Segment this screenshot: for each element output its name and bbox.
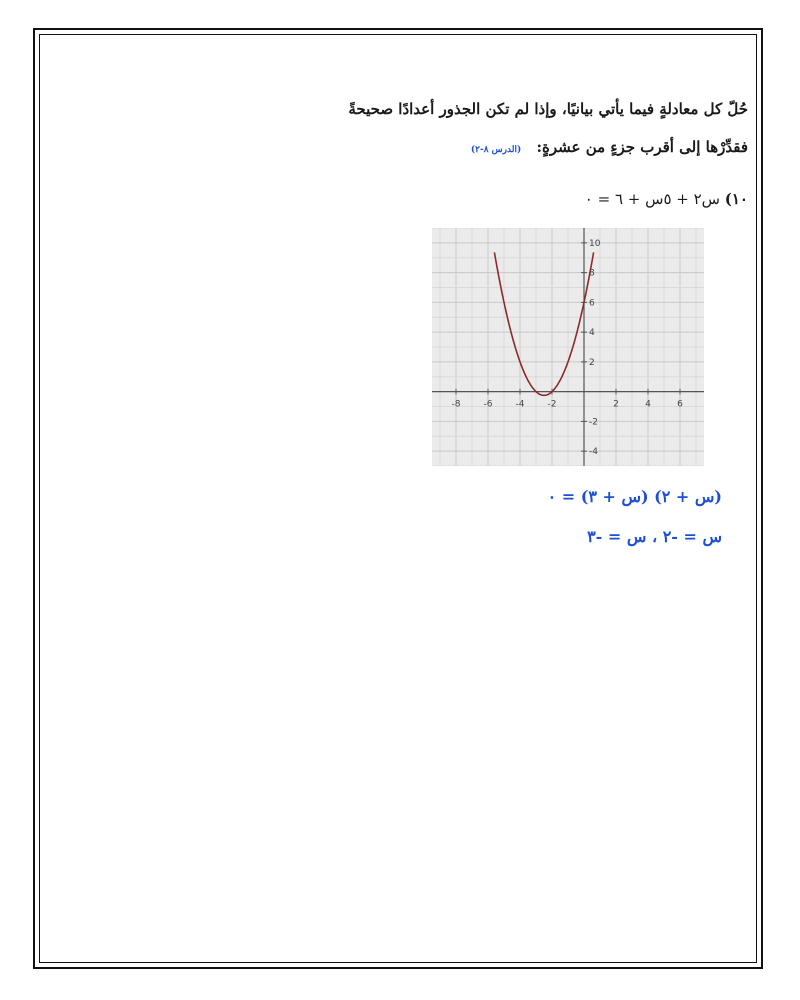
lesson-reference: (الدرس ٨-٢) bbox=[470, 145, 522, 155]
problem-number: ١٠) bbox=[724, 190, 748, 208]
instruction-text: فقدِّرْها إلى أقرب جزءٍ من عشرةٍ: bbox=[536, 138, 748, 156]
problem-equation: س٢ + ٥س + ٦ = ٠ bbox=[584, 190, 720, 208]
y-tick-label: 10 bbox=[589, 238, 601, 249]
x-tick-label: 4 bbox=[645, 399, 651, 410]
y-tick-label: -2 bbox=[589, 417, 598, 428]
roots-answer: س = -٢ ، س = -٣ bbox=[587, 527, 722, 546]
y-tick-label: -4 bbox=[589, 447, 598, 458]
x-tick-label: 6 bbox=[677, 399, 683, 410]
y-tick-label: 4 bbox=[589, 328, 595, 339]
x-tick-label: 2 bbox=[613, 399, 619, 410]
y-tick-label: 6 bbox=[589, 298, 595, 309]
y-tick-label: 8 bbox=[589, 268, 595, 279]
parabola-graph bbox=[432, 228, 704, 466]
factored-answer: (س + ٢) (س + ٣) = ٠ bbox=[547, 487, 722, 506]
x-tick-label: -8 bbox=[451, 399, 461, 410]
instruction-line-1: حُلّ كل معادلةٍ فيما يأتي بيانيًا، وإذا لم تكن الجذور أعدادًا صحيحةً bbox=[348, 100, 748, 118]
x-tick-label: -2 bbox=[547, 399, 557, 410]
instruction-line-2 bbox=[471, 138, 748, 156]
y-tick-label: 2 bbox=[589, 357, 595, 368]
x-tick-label: -6 bbox=[483, 399, 493, 410]
problem-10 bbox=[585, 190, 748, 208]
x-tick-label: -4 bbox=[515, 399, 525, 410]
